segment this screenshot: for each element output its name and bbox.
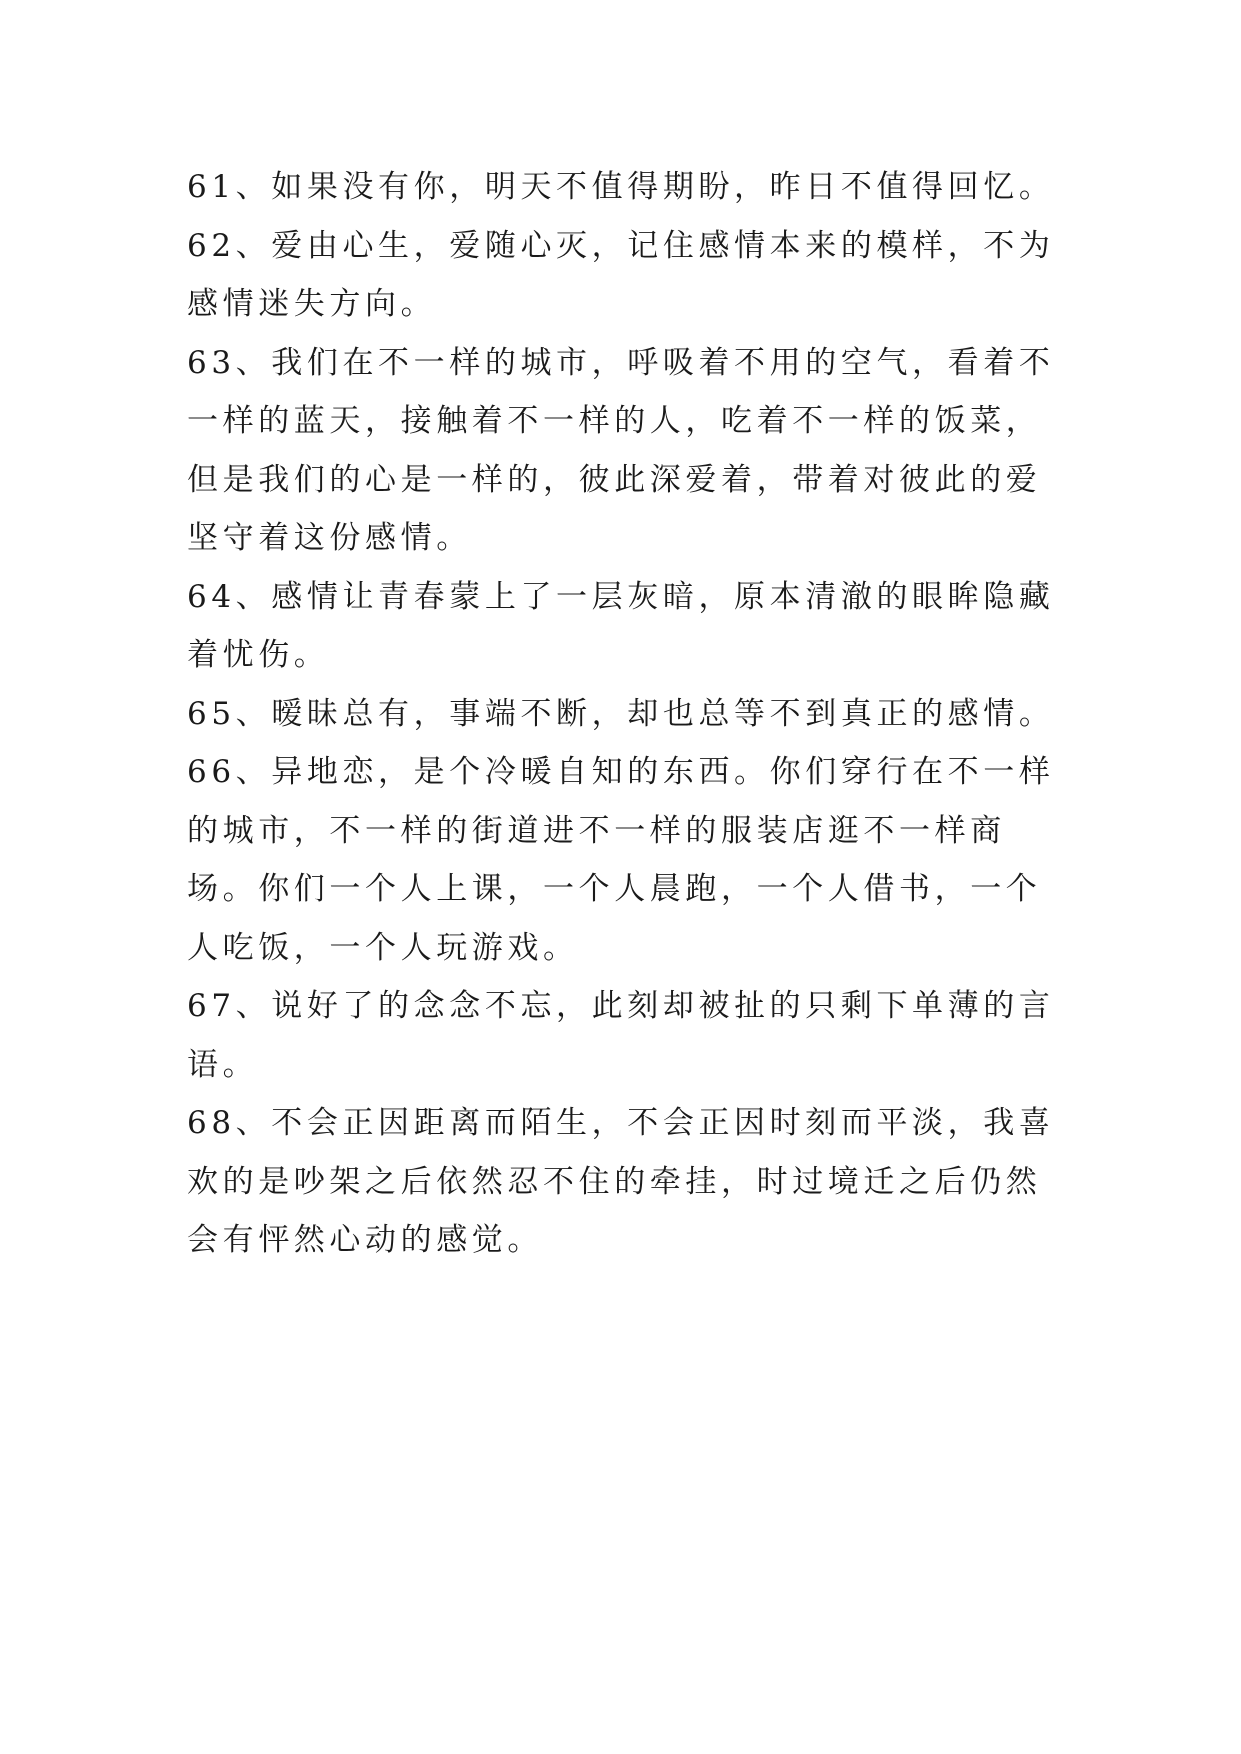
list-item: 61、如果没有你，明天不值得期盼，昨日不值得回忆。 <box>187 169 1055 205</box>
list-item: 68、不会正因距离而陌生，不会正因时刻而平淡，我喜欢的是吵架之后依然忍不住的牵挂，时过境迁之后仍然会有怦然心动的感觉。 <box>187 1105 1055 1258</box>
list-item: 67、说好了的念念不忘，此刻却被扯的只剩下单薄的言语。 <box>187 988 1055 1083</box>
document-body <box>187 158 1067 1270</box>
list-item: 66、异地恋，是个冷暖自知的东西。你们穿行在不一样的城市，不一样的街道进不一样的服装店逛不一样商场。你们一个人上课，一个人晨跑，一个人借书，一个人吃饭，一个人玩游戏。 <box>187 754 1055 966</box>
list-item: 63、我们在不一样的城市，呼吸着不用的空气，看着不一样的蓝天，接触着不一样的人，吃着不一样的饭菜，但是我们的心是一样的，彼此深爱着，带着对彼此的爱坚守着这份感情。 <box>187 344 1055 556</box>
list-item: 65、暧昧总有，事端不断，却也总等不到真正的感情。 <box>187 695 1055 732</box>
list-item: 64、感情让青春蒙上了一层灰暗，原本清澈的眼眸隐藏着忧伤。 <box>187 578 1055 673</box>
list-item: 62、爱由心生，爱随心灭，记住感情本来的模样，不为感情迷失方向。 <box>187 227 1055 322</box>
